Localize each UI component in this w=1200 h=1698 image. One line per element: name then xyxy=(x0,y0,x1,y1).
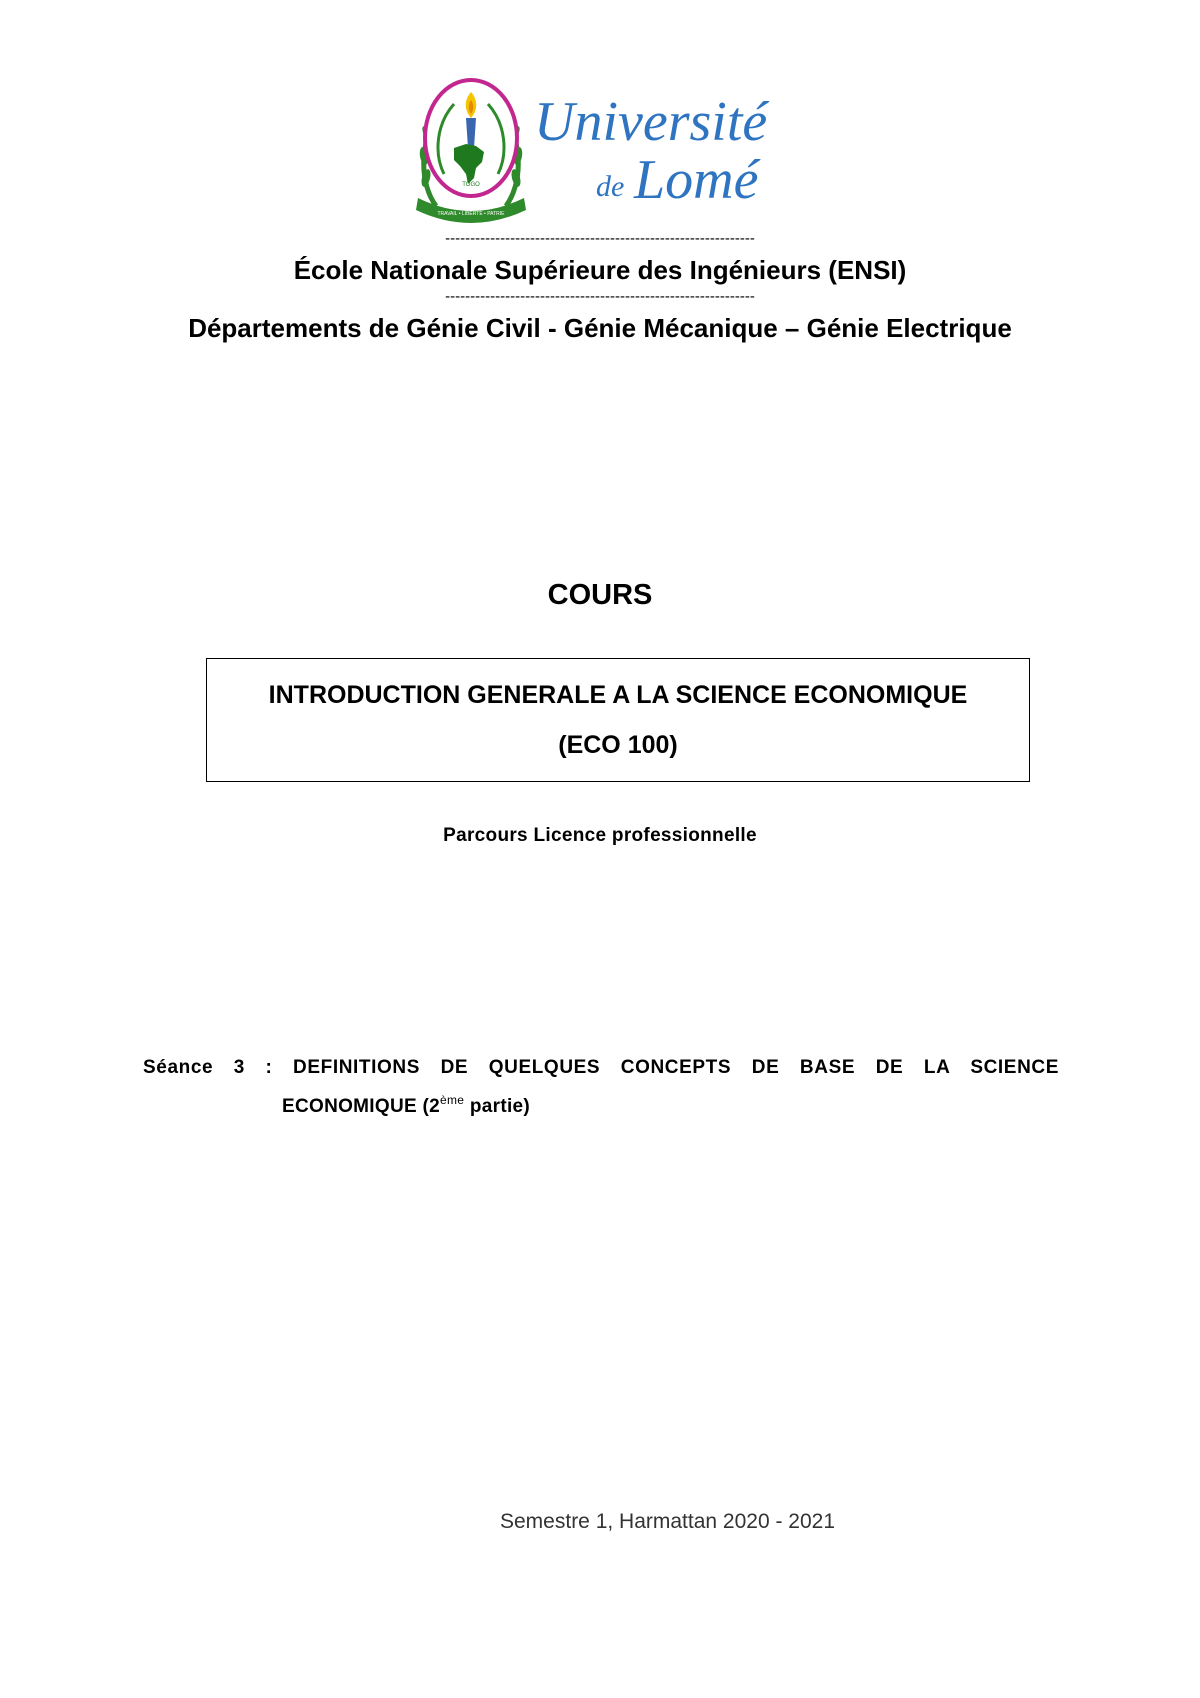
semester-label: Semestre 1, Harmattan 2020 - 2021 xyxy=(500,1510,836,1533)
course-title-box xyxy=(206,658,1030,782)
separator-line: -------------------------------------------------------------- xyxy=(445,230,755,247)
svg-text:TOGO: TOGO xyxy=(462,182,480,188)
logo-de-word: de xyxy=(596,170,625,203)
svg-text:TRAVAIL • LIBERTÉ • PATRIE: TRAVAIL • LIBERTÉ • PATRIE xyxy=(437,211,505,217)
cours-heading: COURS xyxy=(547,579,653,611)
school-name: École Nationale Supérieure des Ingénieurs (ENSI) xyxy=(293,255,907,285)
course-code: (ECO 100) xyxy=(558,731,678,759)
logo-lome-word: Lomé xyxy=(634,149,759,211)
session-line-2-start: ECONOMIQUE (2 xyxy=(282,1096,441,1117)
session-line-2-end: partie) xyxy=(464,1096,531,1117)
university-logo xyxy=(414,74,784,234)
separator-line: -------------------------------------------------------------- xyxy=(445,288,755,305)
session-title-line-2 xyxy=(282,1095,530,1119)
university-seal-icon xyxy=(416,80,526,223)
session-title-line-1: Séance 3 : DEFINITIONS DE QUELQUES CONCEPTS DE BASE DE LA SCIENCE xyxy=(143,1057,1059,1078)
course-track: Parcours Licence professionnelle xyxy=(443,825,757,846)
departments-title: Départements de Génie Civil - Génie Mécanique – Génie Electrique xyxy=(188,313,1012,343)
course-title: INTRODUCTION GENERALE A LA SCIENCE ECONOMIQUE xyxy=(268,681,968,709)
session-ordinal-suffix: ème xyxy=(440,1093,465,1107)
logo-university-word: Université xyxy=(534,91,768,153)
